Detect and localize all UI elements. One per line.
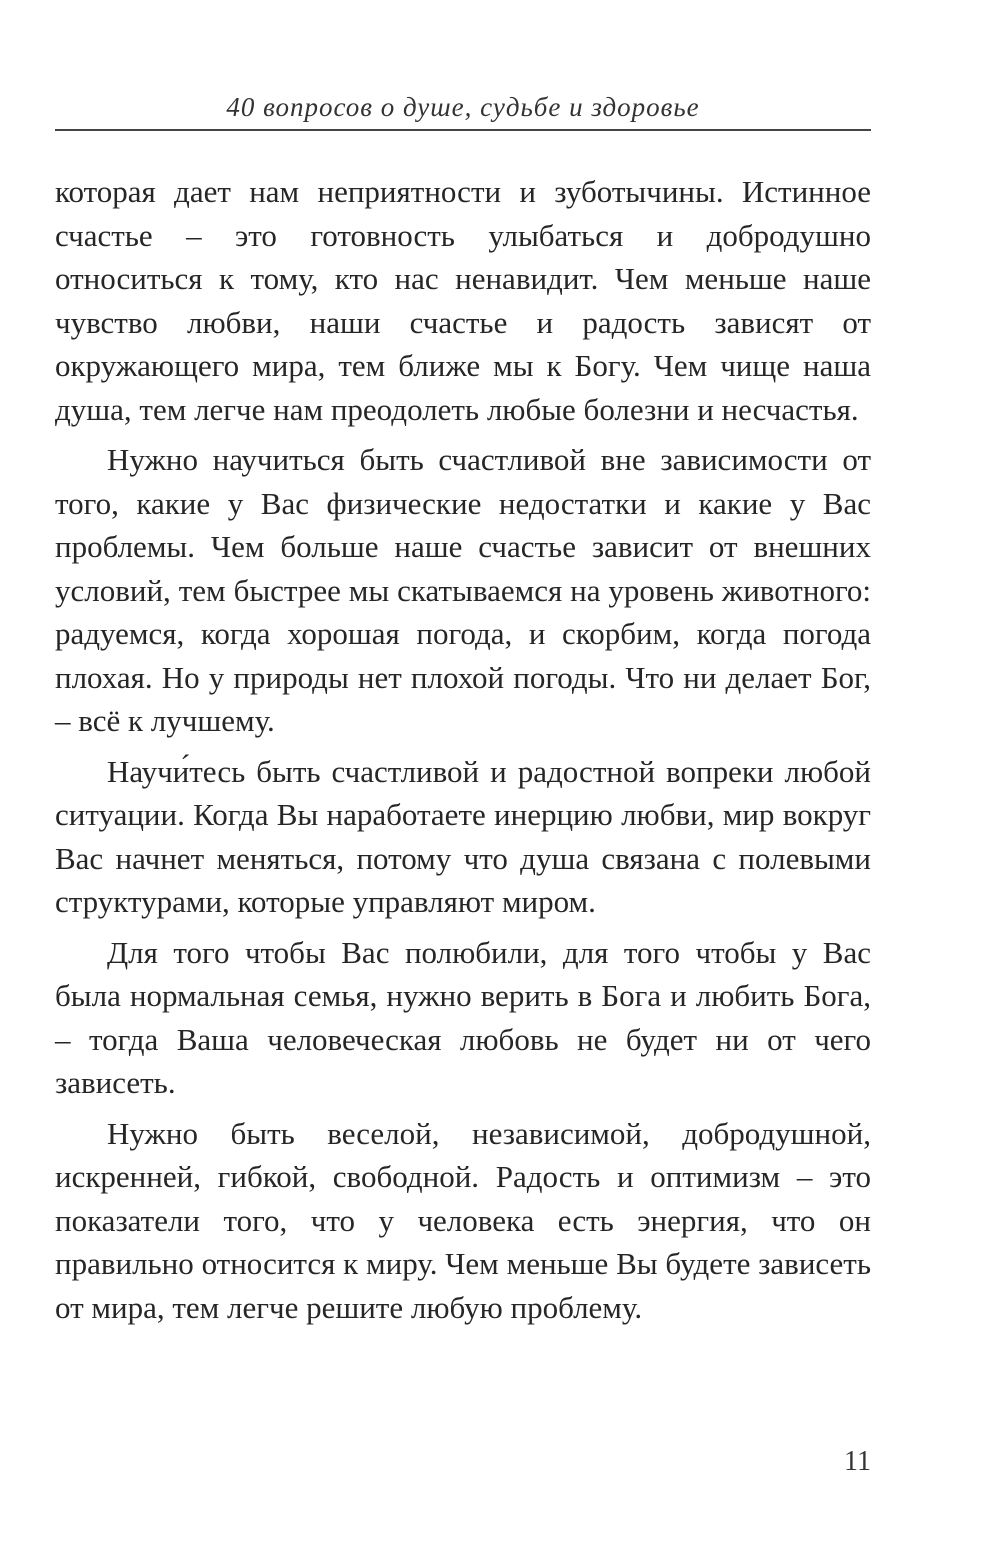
paragraph: Нужно быть веселой, независимой, добродушной, искренней, гибкой, свободной. Радость и оптимизм – это показатели того, что у человека есть энергия, что он правильно относится к миру. Чем меньше Вы будете зависеть от мира, тем легче решите любую проблему. bbox=[55, 1115, 871, 1325]
text-body bbox=[55, 170, 871, 1336]
paragraph: Для того чтобы Вас полюбили, для того чтобы у Вас была нормальная семья, нужно верить в Бога и любить Бога, – тогда Ваша человеческая любовь не будет ни от чего зависеть. bbox=[55, 934, 871, 1100]
paragraph: Нужно научиться быть счастливой вне зависимости от того, какие у Вас физические недостатки и какие у Вас проблемы. Чем больше наше счастье зависит от внешних условий, тем быстрее мы скатываемся на уровень животного: радуемся, когда хорошая погода, и скорбим, когда погода плохая. Но у природы нет плохой погоды. Что ни делает Бог, – всё к лучшему. bbox=[55, 442, 871, 738]
paragraph: Научи́тесь быть счастливой и радостной вопреки любой ситуации. Когда Вы наработаете инерцию любви, мир вокруг Вас начнет меняться, потому что душа связана с полевыми структурами, которые управляют миром. bbox=[55, 753, 871, 919]
page-number: 11 bbox=[844, 1446, 871, 1477]
header-divider bbox=[55, 129, 871, 131]
running-header: 40 вопросов о душе, судьбе и здоровье bbox=[226, 92, 700, 122]
paragraph-continued: которая дает нам неприятности и зуботычины. Истинное счастье – это готовность улыбаться и добродушно относиться к тому, кто нас ненавидит. Чем меньше наше чувство любви, наши счастье и радость зависят от окружающего мира, тем ближе мы к Богу. Чем чище наша душа, тем легче нам преодолеть любые болезни и несчастья. bbox=[55, 174, 871, 427]
